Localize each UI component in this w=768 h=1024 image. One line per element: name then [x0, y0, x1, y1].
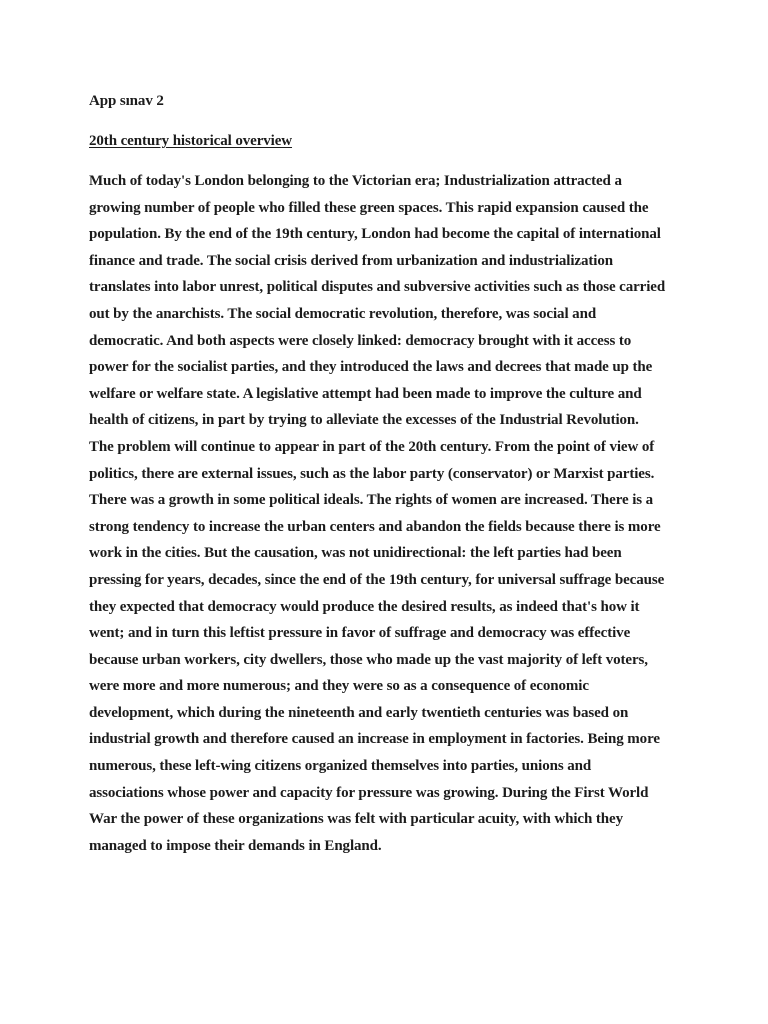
- section-heading: 20th century historical overview: [89, 133, 293, 149]
- paragraph-line: because urban workers, city dwellers, those who made up the vast majority of left voters,: [89, 651, 648, 668]
- paragraph-line: politics, there are external issues, such as the labor party (conservator) or Marxist parties.: [89, 465, 655, 482]
- paragraph-line: welfare or welfare state. A legislative attempt had been made to improve the culture and: [89, 385, 642, 402]
- paragraph-line: The problem will continue to appear in part of the 20th century. From the point of view of: [89, 438, 655, 455]
- paragraph-line: finance and trade. The social crisis derived from urbanization and industrialization: [89, 252, 613, 269]
- paragraph-line: were more and more numerous; and they were so as a consequence of economic: [89, 678, 589, 695]
- paragraph-line: There was a growth in some political ideals. The rights of women are increased. There is a: [89, 492, 654, 509]
- paragraph-line: went; and in turn this leftist pressure in favor of suffrage and democracy was effective: [89, 625, 631, 642]
- paragraph-line: growing number of people who filled these green spaces. This rapid expansion caused the: [89, 199, 649, 216]
- paragraph-line: population. By the end of the 19th century, London had become the capital of international: [89, 226, 661, 243]
- paragraph-line: associations whose power and capacity for pressure was growing. During the First World: [89, 784, 649, 801]
- paragraph-line: development, which during the nineteenth and early twentieth centuries was based on: [89, 704, 629, 721]
- paragraph-line: managed to impose their demands in England.: [89, 837, 382, 854]
- paragraph-line: work in the cities. But the causation, was not unidirectional: the left parties had been: [89, 545, 622, 562]
- paragraph-line: pressing for years, decades, since the end of the 19th century, for universal suffrage because: [89, 571, 665, 588]
- document-title: App sınav 2: [89, 93, 164, 109]
- body-paragraph: [89, 168, 689, 859]
- paragraph-line: War the power of these organizations was felt with particular acuity, with which they: [89, 811, 623, 828]
- paragraph-line: numerous, these left-wing citizens organized themselves into parties, unions and: [89, 758, 592, 775]
- document-page: [89, 88, 689, 859]
- paragraph-line: translates into labor unrest, political disputes and subversive activities such as those carried: [89, 279, 666, 296]
- paragraph-line: Much of today's London belonging to the Victorian era; Industrialization attracted a: [89, 173, 622, 189]
- paragraph-line: power for the socialist parties, and they introduced the laws and decrees that made up the: [89, 359, 653, 376]
- paragraph-line: strong tendency to increase the urban centers and abandon the fields because there is more: [89, 518, 661, 535]
- paragraph-line: industrial growth and therefore caused an increase in employment in factories. Being more: [89, 731, 660, 748]
- paragraph-line: out by the anarchists. The social democratic revolution, therefore, was social and: [89, 305, 597, 322]
- paragraph-line: health of citizens, in part by trying to alleviate the excesses of the Industrial Revolution.: [89, 412, 639, 429]
- paragraph-line: they expected that democracy would produce the desired results, as indeed that's how it: [89, 598, 640, 615]
- paragraph-line: democratic. And both aspects were closely linked: democracy brought with it access to: [89, 332, 632, 349]
